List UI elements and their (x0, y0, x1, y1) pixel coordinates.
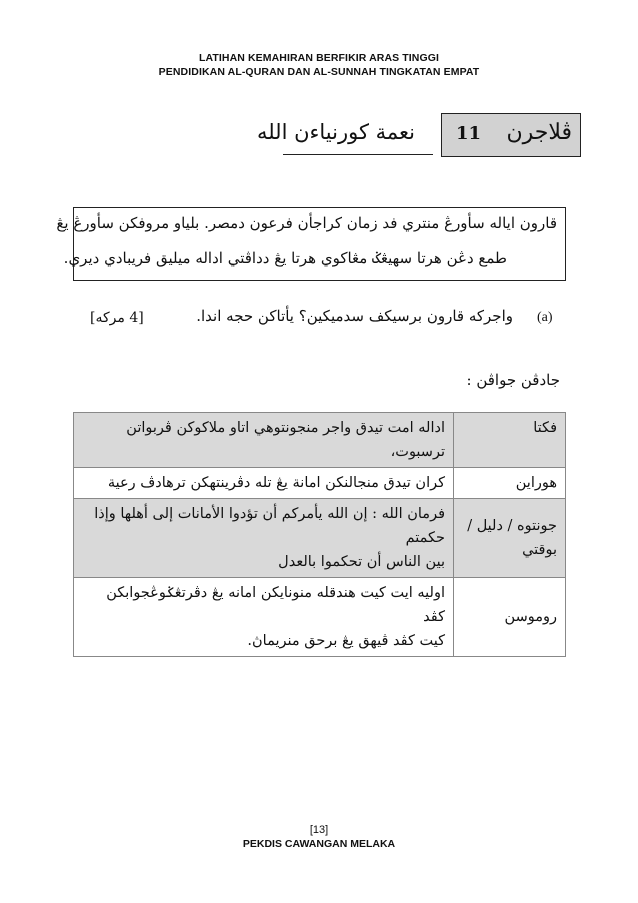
answer-table (73, 412, 566, 657)
topic-label: ڤلاجرن (506, 120, 572, 145)
header-line-2: PENDIDIKAN AL-QURAN DAN AL-SUNNAH TINGKATAN EMPAT (158, 66, 480, 78)
row-label: فكتا (454, 413, 566, 468)
row-value (74, 499, 454, 578)
page-number: [13] (309, 824, 329, 836)
passage-line-1: قارون اياله سأورڠ منتري فد زمان كراجأن فرعون دمصر. بلياو مروفكن سأورڠ يڠ (56, 214, 557, 232)
footer-text: PEKDIS CAWANGAN MELAKA (242, 838, 396, 850)
row-value-line: اداله امت تيدق واجر منجونتوهي اتاو ملاكوكن ڤربواتن ترسبوت، (126, 420, 445, 460)
row-value-line: فرمان الله : إن الله يأمركم أن تؤدوا الأمانات إلى أهلها وإذا حكمتم (94, 506, 445, 546)
answer-label: جادڤن جواڤن : (466, 371, 560, 389)
question-text: واجركه قارون برسيكف سدميكين؟ يأتاكن حجه اندا. (196, 307, 513, 325)
row-value-line: كيت كڤد ڤيهق يڠ برحق منريماڽ. (247, 633, 445, 649)
passage-line-2: طمع دڠن هرتا سهيڠݢ مڠاكوي هرتا يڠ دداڤتي اداله ميليق فريبادي ديري. (63, 249, 507, 267)
table-row (74, 578, 566, 657)
row-label: جونتوه / دليل / بوقتي (454, 499, 566, 578)
header-line-1: LATIHAN KEMAHIRAN BERFIKIR ARAS TINGGI (198, 52, 440, 64)
topic-box (441, 113, 581, 157)
passage-box (56, 207, 566, 281)
row-value (74, 413, 454, 468)
row-value-line: كران تيدق منجالنكن امانة يڠ تله دڤرينتهكن ترهادڤ رعية (107, 475, 445, 491)
lesson-title: نعمة كورنياءن الله (256, 120, 415, 144)
lesson-title-underline (256, 120, 433, 155)
row-value (74, 468, 454, 499)
question-marks: [4 مركه] (90, 310, 144, 326)
row-value (74, 578, 454, 657)
table-row (74, 413, 566, 468)
row-label: روموسن (454, 578, 566, 657)
table-row (74, 499, 566, 578)
row-label: هوراين (454, 468, 566, 499)
topic-number: 11 (456, 123, 482, 144)
row-value-line: بين الناس أن تحكموا بالعدل (278, 554, 445, 570)
table-row (74, 468, 566, 499)
row-value-line: اوليه ايت كيت هندقله منونايكن امانه يڠ دڤرتڠݢوڠجوابكن كڤد (106, 585, 445, 625)
question-label: (a) (537, 310, 553, 325)
